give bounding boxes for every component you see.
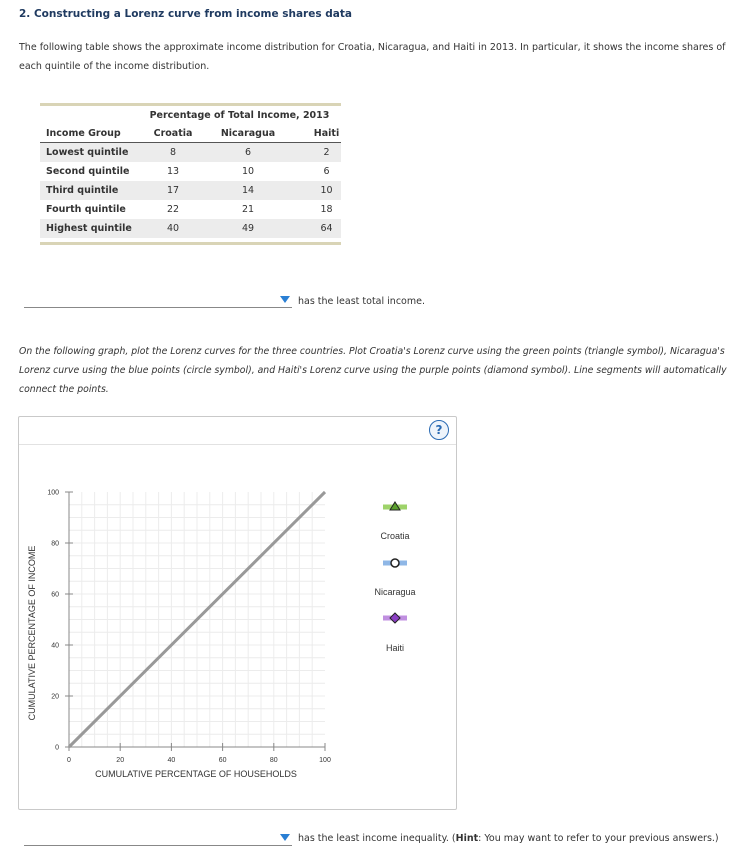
y-tick-label: 40 [51,642,59,650]
col-croatia: Croatia [138,125,208,143]
x-tick-label: 60 [218,757,227,764]
y-tick-label: 80 [51,540,59,548]
palette-label-nicaragua: Nicaragua [374,587,416,597]
y-tick-label: 100 [47,489,59,497]
col-haiti: Haiti [288,125,341,143]
dropdown-arrow-icon[interactable] [280,834,290,841]
palette-label-haiti: Haiti [385,643,405,653]
x-tick-label: 80 [269,757,278,764]
table-row: Fourth quintile 22 21 18 [46,204,333,215]
graph-instructions: On the following graph, plot the Lorenz curves for the three countries. Plot Croatia's Lorenz curve using the green points (triangle symbol), Nicaragua's Lorenz curve using the blue points (circle symbol), and Haiti's Lorenz curve using the purple points (diamond symbol). Line segments will automatically connect the points. [19,346,727,395]
least-inequality-dropdown[interactable] [24,831,292,846]
x-tick-label: 0 [67,757,71,764]
help-icon[interactable]: ? [429,420,449,440]
dropdown-arrow-icon[interactable] [280,296,290,303]
circle-icon [391,559,399,567]
x-tick-label: 40 [167,757,176,764]
income-table [40,103,341,245]
table-bottom-rule [40,242,341,245]
hint-label: Hint [455,833,479,844]
lorenz-graph-panel [18,416,457,810]
y-tick-label: 60 [51,591,59,599]
x-tick-label: 20 [116,757,125,764]
palette-haiti[interactable] [383,613,407,653]
table-super-header: Percentage of Total Income, 2013 [149,110,330,121]
palette-croatia[interactable] [380,502,409,541]
table-row: Third quintile 17 14 10 [40,181,341,200]
least-income-suffix: has the least total income. [298,296,425,307]
table-row: Lowest quintile 8 6 2 [40,143,341,163]
least-inequality-suffix: has the least income inequality. (Hint: You may want to refer to your previous answers.) [298,833,719,844]
question-title: 2. Constructing a Lorenz curve from income shares data [19,8,352,20]
least-income-dropdown[interactable] [24,293,292,308]
diamond-icon [390,613,400,623]
col-income-group: Income Group [40,125,138,143]
question-intro: The following table shows the approximate income distribution for Croatia, Nicaragua, and Haiti in 2013. In particular, it shows the income shares of each quintile of the income distribution. [19,42,726,72]
lorenz-chart[interactable] [19,417,456,809]
table-row: Second quintile 13 10 6 [46,166,330,177]
x-tick-label: 100 [319,757,331,764]
table-row: Highest quintile 40 49 64 [40,219,341,238]
col-nicaragua: Nicaragua [208,125,288,143]
y-tick-label: 0 [55,744,59,752]
y-axis-label: CUMULATIVE PERCENTAGE OF INCOME [27,545,37,721]
palette-label-croatia: Croatia [380,531,410,541]
y-tick-label: 20 [51,693,59,701]
x-axis-label: CUMULATIVE PERCENTAGE OF HOUSEHOLDS [95,769,297,779]
palette-nicaragua[interactable] [374,559,415,597]
